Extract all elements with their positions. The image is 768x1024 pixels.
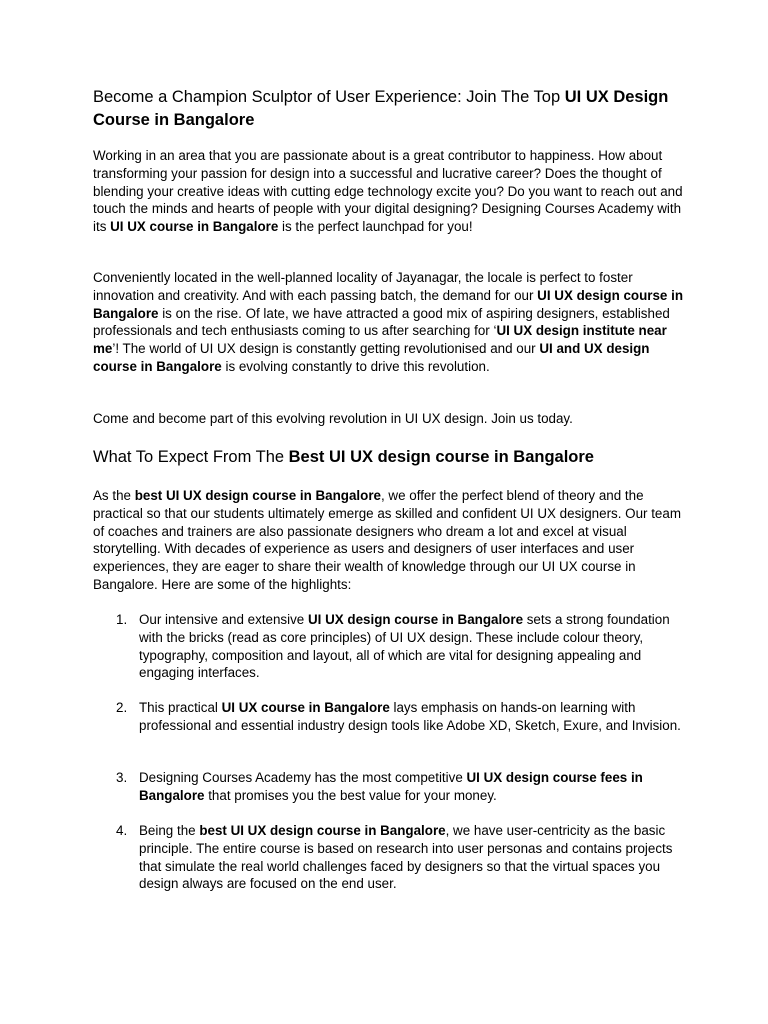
- text-run: lays emphasis on hands-on learning with professional and essential industry design tools like Adobe XD, Sketch, Exure, and Invision.: [139, 700, 681, 733]
- list-number: 2.: [116, 700, 128, 715]
- text-run: is on the rise. Of late, we have attracted a good mix of aspiring designers, established professionals and tech enthusiasts coming to us after searching for ‘: [93, 305, 670, 339]
- heading-bold-text: Best UI UX design course in Bangalore: [288, 448, 594, 466]
- text-run: Come and become part of this evolving revolution in UI UX design. Join us today.: [93, 411, 573, 426]
- section-heading: [93, 446, 683, 469]
- text-run: , we offer the perfect blend of theory and the practical so that our students ultimately emerge as skilled and confident UI UX designers. Our team of coaches and trainers are also passionate designers who dream a lot and excel at visual storytelling. With decades of experience as users and designers of user interfaces and user experiences, they are eager to share their wealth of knowledge through our UI UX course in Bangalore. Here are some of the highlights:: [93, 488, 681, 592]
- text-run: Designing Courses Academy has the most competitive: [139, 770, 467, 785]
- text-run: Our intensive and extensive: [139, 612, 308, 627]
- call-to-action-paragraph: [93, 410, 683, 428]
- bold-keyword: UI UX design institute near me: [93, 323, 667, 357]
- heading-plain-text: Become a Champion Sculptor of User Experience: Join The Top: [93, 88, 565, 106]
- text-run: As the: [93, 488, 135, 503]
- text-run: is the perfect launchpad for you!: [278, 219, 473, 235]
- page-title: [93, 86, 683, 132]
- text-run: that promises you the best value for your money.: [204, 787, 497, 803]
- list-item-text: [139, 769, 684, 805]
- list-number: 3.: [116, 770, 128, 785]
- bold-keyword: UI UX design course in Bangalore: [93, 287, 683, 321]
- list-item-text: [139, 699, 684, 735]
- list-number: 1.: [116, 612, 128, 627]
- bold-keyword: best UI UX design course in Bangalore: [134, 488, 381, 503]
- bold-keyword: UI UX course in Bangalore: [221, 700, 390, 715]
- text-run: sets a strong foundation with the bricks (read as core principles) of UI UX design. These include colour theory, typography, composition and layout, all of which are vital for designing appealing and engaging interfaces.: [139, 612, 670, 681]
- bold-keyword: best UI UX design course in Bangalore: [199, 823, 446, 838]
- list-item-text: [139, 611, 684, 682]
- text-run: , we have user-centricity as the basic principle. The entire course is based on research into user personas and contains projects that simulate the real world challenges faced by designers so that the virtual spaces you design always are focused on the end user.: [139, 823, 673, 892]
- heading-bold-text: UI UX Design Course in Bangalore: [93, 88, 669, 129]
- text-run: Being the: [139, 823, 200, 838]
- text-run: Conveniently located in the well-planned locality of Jayanagar, the locale is perfect to foster innovation and creativity. And with each passing batch, the demand for our: [93, 270, 633, 303]
- intro-paragraph: [93, 147, 683, 236]
- bold-keyword: UI UX design course in Bangalore: [307, 612, 524, 627]
- text-run: ’! The world of UI UX design is constantly getting revolutionised and our: [112, 341, 540, 357]
- list-number: 4.: [116, 823, 128, 838]
- location-paragraph: [93, 269, 683, 376]
- text-run: This practical: [139, 700, 222, 715]
- text-run: is evolving constantly to drive this revolution.: [221, 358, 490, 374]
- heading-plain-text: What To Expect From The: [93, 448, 289, 466]
- bold-keyword: UI UX design course fees in Bangalore: [139, 770, 643, 803]
- text-run: Working in an area that you are passionate about is a great contributor to happiness. How about transforming your passion for design into a successful and lucrative career? Does the thought of blending your creative ideas with cutting edge technology excite you? Do you want to reach out and touch the minds and hearts of people with your digital designing? Designing Courses Academy with its: [93, 148, 683, 235]
- highlights-intro-paragraph: [93, 487, 683, 594]
- list-item-text: [139, 822, 684, 893]
- bold-keyword: UI and UX design course in Bangalore: [93, 341, 650, 374]
- bold-keyword: UI UX course in Bangalore: [110, 219, 279, 235]
